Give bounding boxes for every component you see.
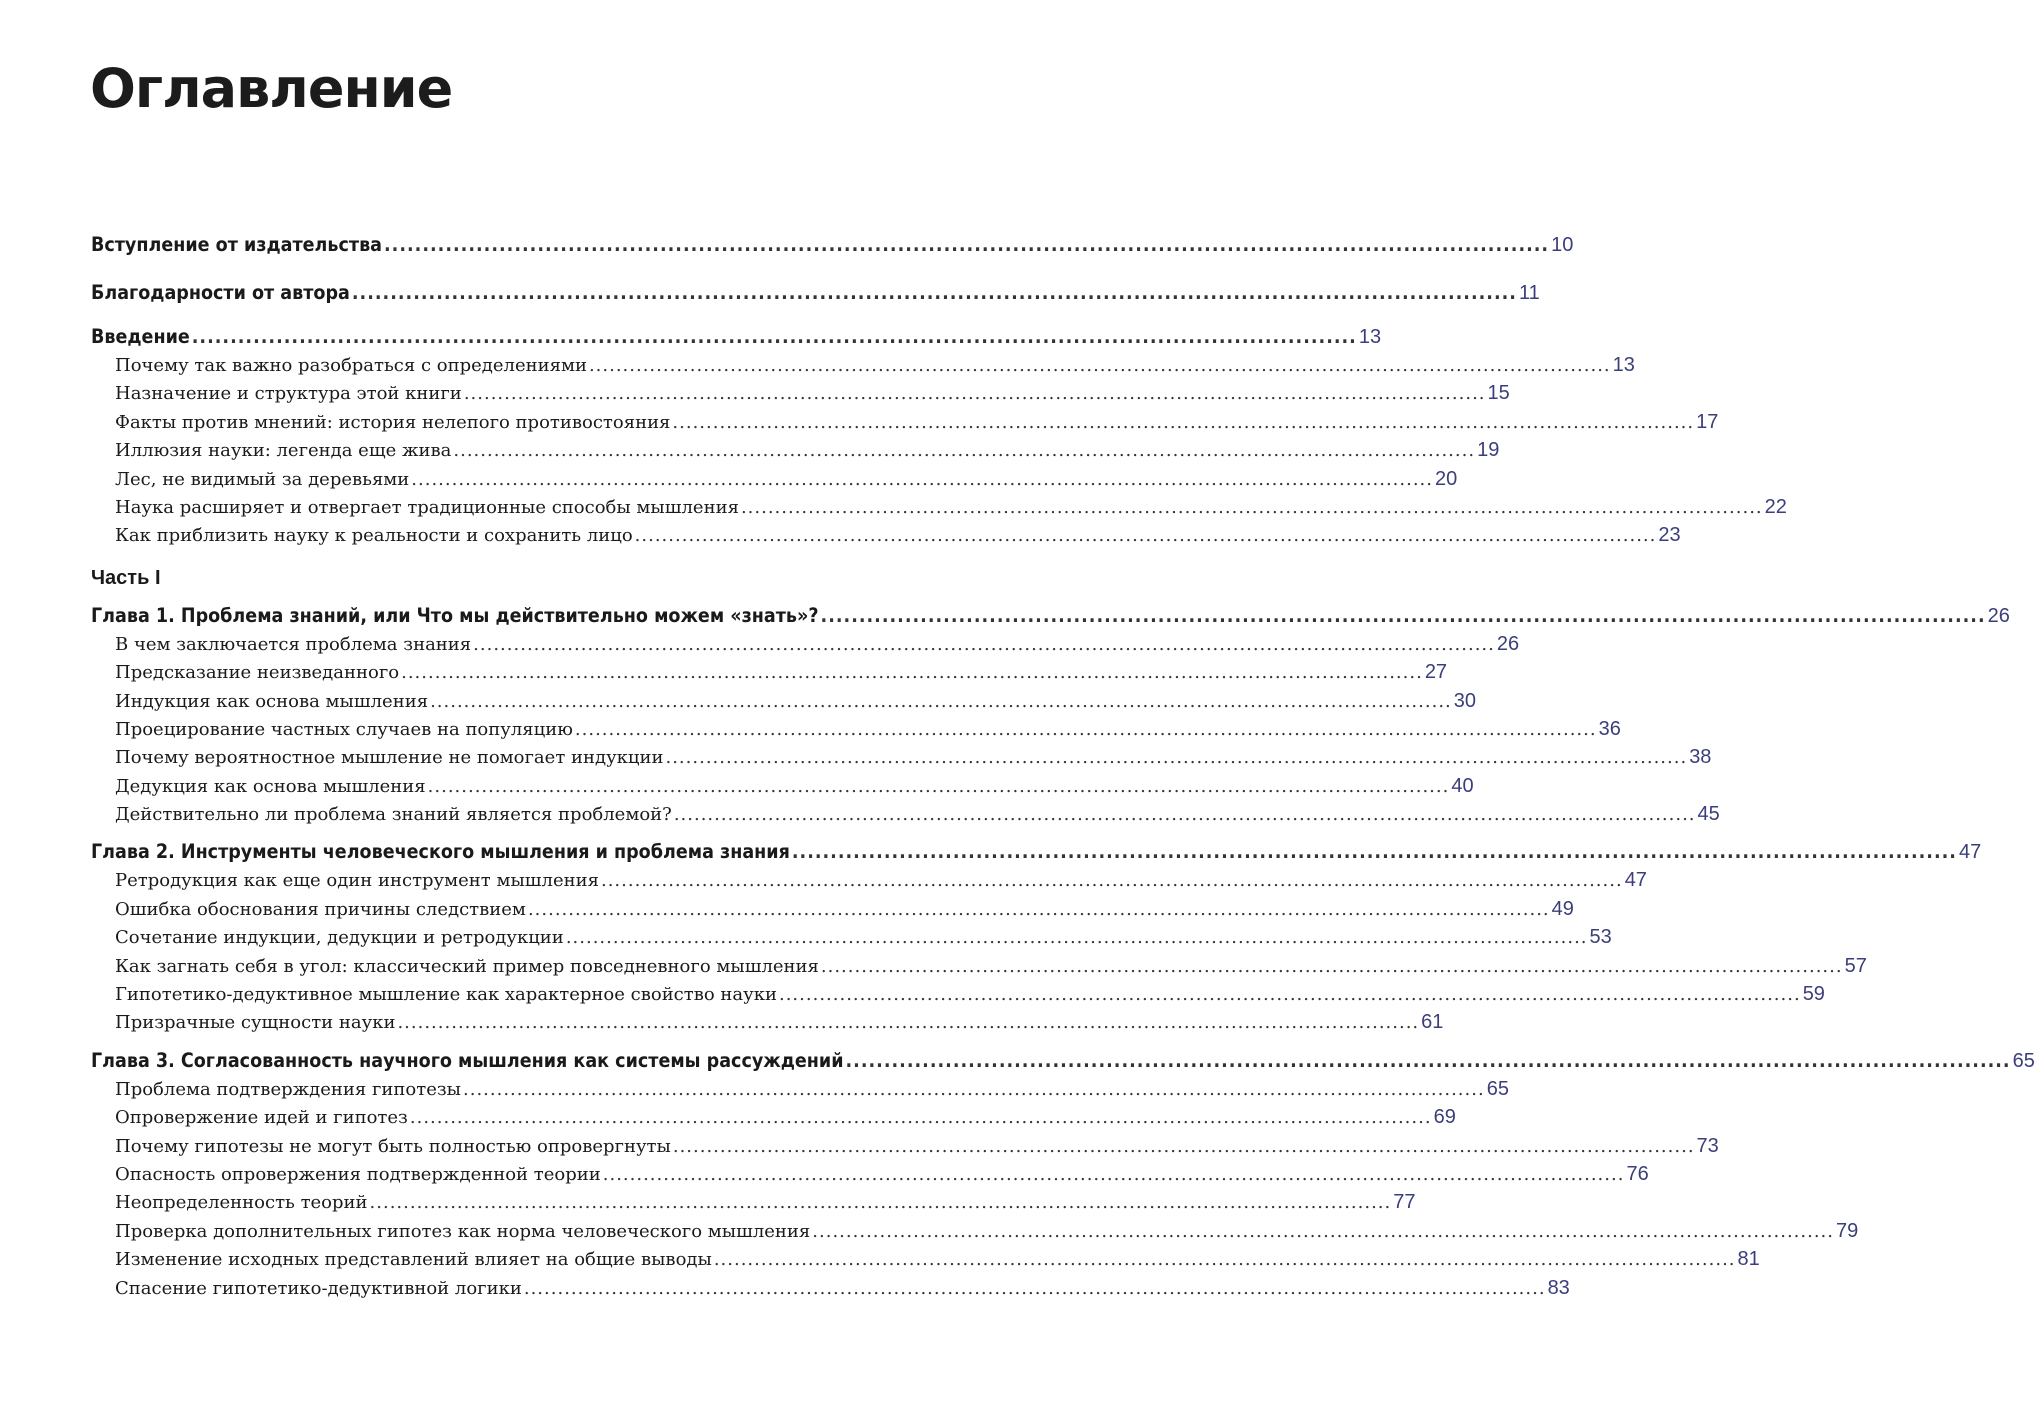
toc-subentry[interactable] [91,351,1635,379]
dot-leader: ........................................................................................................................................................ [369,1192,1392,1214]
toc-page-number: 26 [1987,604,2010,627]
toc-page-number: 45 [1697,803,1720,826]
toc-page-number: 57 [1844,954,1867,977]
dot-leader: ........................................................................................................................................................ [409,1107,1432,1129]
toc-subentry[interactable] [91,800,1720,828]
toc-subentry-title: Дедукция как основа мышления [115,775,426,797]
toc-page-number: 73 [1696,1134,1719,1157]
toc-page-number: 36 [1598,717,1621,740]
toc-subentry-title: Гипотетико-дедуктивное мышление как характерное свойство науки [115,984,777,1006]
toc-subentry-title: Проецирование частных случаев на популяцию [115,718,573,740]
toc-subentry-title: Ошибка обоснования причины следствием [115,898,526,920]
toc-subentry-title: Ретродукция как еще один инструмент мышления [115,870,599,892]
toc-page-number: 20 [1435,467,1458,490]
dot-leader: ........................................................................................................................................................ [791,840,1957,864]
dot-leader: ........................................................................................................................................................ [351,281,1517,304]
toc-entry-title: Глава 2. Инструменты человеческого мышления и проблема знания [91,840,790,864]
toc-page-number: 38 [1689,746,1712,769]
toc-page-number: 69 [1433,1106,1456,1129]
toc-page-number: 11 [1518,282,1540,304]
toc-subentry[interactable] [91,493,1787,521]
toc-page-number: 30 [1453,689,1477,712]
toc-entry-introduction[interactable] [91,323,1382,351]
toc-subentry[interactable] [91,1132,1719,1160]
toc-subentry-title: Спасение гипотетико-дедуктивной логики [115,1277,522,1299]
part-label: Часть I [91,566,161,589]
toc-subentry[interactable] [91,1075,1509,1103]
dot-leader: ........................................................................................................................................................ [397,1012,1420,1034]
page-title: Оглавление [90,57,453,120]
dot-leader: ........................................................................................................................................................ [665,747,1688,769]
dot-leader: ........................................................................................................................................................ [565,927,1588,949]
toc-subentry[interactable] [91,1103,1456,1131]
toc-page-number: 15 [1487,382,1510,405]
dot-leader: ........................................................................................................................................................ [673,804,1696,826]
toc-subentry-title: Проблема подтверждения гипотезы [115,1078,461,1100]
toc-page-number: 47 [1624,869,1647,892]
dot-leader: ........................................................................................................................................................ [191,325,1357,348]
toc-subentry[interactable] [91,866,1647,894]
dot-leader: ........................................................................................................................................................ [430,690,1452,712]
dot-leader: ........................................................................................................................................................ [523,1277,1546,1299]
toc-subentry-title: Неопределенность теорий [115,1192,368,1214]
toc-subentry[interactable] [91,1160,1649,1188]
toc-entry-title: Введение [91,325,190,348]
dot-leader: ........................................................................................................................................................ [453,440,1476,462]
toc-subentry-title: Как приблизить науку к реальности и сохранить лицо [115,525,633,547]
toc-subentry[interactable] [91,521,1681,549]
dot-leader: ........................................................................................................................................................ [473,633,1495,655]
toc-page-number: 49 [1551,897,1574,920]
toc-subentry-title: Предсказание неизведанного [115,662,400,684]
dot-leader: ........................................................................................................................................................ [602,1163,1625,1185]
toc-subentry-title: Иллюзия науки: легенда еще жива [115,440,452,462]
toc-subentry[interactable] [91,923,1612,951]
dot-leader: ........................................................................................................................................................ [634,525,1657,547]
toc-entry-title: Вступление от издательства [91,233,383,256]
dot-leader: ........................................................................................................................................................ [845,1048,2011,1072]
toc-subentry-title: В чем заключается проблема знания [115,633,472,655]
toc-page-number: 13 [1612,354,1635,376]
dot-leader: ........................................................................................................................................................ [384,233,1550,256]
toc-subentry-title: Сочетание индукции, дедукции и ретродукции [115,927,564,949]
toc-page-number: 59 [1802,983,1825,1006]
toc-page-number: 79 [1836,1219,1859,1242]
toc-subentry[interactable] [91,1274,1570,1302]
toc-page-number: 65 [1486,1077,1509,1100]
dot-leader: ........................................................................................................................................................ [401,662,1423,684]
toc-subentry-title: Почему гипотезы не могут быть полностью опровергнуты [115,1135,671,1157]
dot-leader: ........................................................................................................................................................ [574,718,1597,740]
toc-subentry-title: Опровержение идей и гипотез [115,1107,408,1129]
toc-subentry-title: Изменение исходных представлений влияет на общие выводы [115,1249,712,1271]
toc-subentry[interactable] [91,1188,1416,1216]
dot-leader: ........................................................................................................................................................ [740,496,1763,518]
toc-page-number: 77 [1393,1191,1416,1214]
toc-page-number: 40 [1451,774,1474,797]
toc-page-number: 53 [1589,926,1612,949]
toc-page-number: 65 [2012,1049,2035,1072]
dot-leader: ........................................................................................................................................................ [463,383,1486,405]
dot-leader: ........................................................................................................................................................ [713,1249,1736,1271]
dot-leader: ........................................................................................................................................................ [411,468,1433,490]
toc-subentry-title: Почему так важно разобраться с определениями [115,355,587,376]
toc-subentry[interactable] [91,658,1448,686]
toc-page-number: 27 [1424,661,1448,684]
toc-subentry[interactable] [91,1217,1859,1245]
dot-leader: ........................................................................................................................................................ [778,984,1801,1006]
toc-page-number: 19 [1477,439,1500,462]
dot-leader: ........................................................................................................................................................ [527,898,1550,920]
toc-entry-chapter-1[interactable] [91,602,2010,630]
toc-subentry[interactable] [91,772,1474,800]
dot-leader: ........................................................................................................................................................ [600,870,1623,892]
toc-subentry-title: Как загнать себя в угол: классический пример повседневного мышления [115,955,819,977]
toc-subentry[interactable] [91,952,1867,980]
toc-subentry-title: Действительно ли проблема знаний является проблемой? [115,804,672,826]
toc-subentry-title: Призрачные сущности науки [115,1012,396,1034]
toc-subentry[interactable] [91,1245,1760,1273]
toc-page-number: 26 [1496,632,1520,655]
dot-leader: ........................................................................................................................................................ [820,603,1986,627]
toc-subentry[interactable] [91,408,1719,436]
toc-subentry[interactable] [91,630,1520,658]
toc-subentry-title: Наука расширяет и отвергает традиционные способы мышления [115,496,739,518]
toc-subentry-title: Индукция как основа мышления [115,690,429,712]
toc-subentry-title: Факты против мнений: история нелепого противостояния [115,411,671,433]
dot-leader: ........................................................................................................................................................ [820,955,1843,977]
toc-page-number: 10 [1551,234,1574,256]
toc-subentry[interactable] [91,715,1621,743]
toc-page-number: 61 [1421,1011,1444,1034]
dot-leader: ........................................................................................................................................................ [588,355,1611,376]
toc-subentry-title: Проверка дополнительных гипотез как норма человеческого мышления [115,1220,811,1242]
toc-entry-title: Глава 1. Проблема знаний, или Что мы действительно можем «знать»? [91,603,819,627]
toc-subentry[interactable] [91,379,1510,407]
dot-leader: ........................................................................................................................................................ [427,775,1450,797]
toc-page-number: 23 [1658,524,1681,547]
toc-page-number: 76 [1626,1162,1649,1185]
toc-subentry[interactable] [91,687,1477,715]
toc-subentry-title: Опасность опровержения подтвержденной теории [115,1163,601,1185]
toc-subentry[interactable] [91,980,1825,1008]
dot-leader: ........................................................................................................................................................ [672,411,1695,433]
toc-entry-chapter-3[interactable] [91,1047,2035,1075]
dot-leader: ........................................................................................................................................................ [812,1220,1834,1242]
toc-page-number: 13 [1358,326,1382,348]
toc-subentry-title: Назначение и структура этой книги [115,383,462,405]
toc-subentry[interactable] [91,895,1574,923]
toc-entry-chapter-2[interactable] [91,838,1982,866]
toc-page-number: 47 [1958,841,1982,864]
toc-entry-title: Глава 3. Согласованность научного мышления как системы рассуждений [91,1048,844,1072]
dot-leader: ........................................................................................................................................................ [463,1078,1485,1100]
toc-entry-title: Благодарности от автора [91,281,350,304]
toc-subentry[interactable] [91,1008,1444,1036]
toc-page-number: 22 [1764,495,1787,518]
toc-subentry-title: Почему вероятностное мышление не помогает индукции [115,747,664,769]
toc-page-number: 83 [1547,1276,1570,1299]
toc-subentry[interactable] [91,436,1500,464]
toc-page-number: 81 [1737,1248,1760,1271]
dot-leader: ........................................................................................................................................................ [672,1135,1695,1157]
toc-subentry[interactable] [91,465,1458,493]
table-of-contents [91,231,2035,1302]
toc-entry-acknowledgements[interactable] [91,279,1540,307]
toc-entry-foreword[interactable] [91,231,1574,259]
toc-subentry[interactable] [91,743,1712,771]
toc-page-number: 17 [1696,410,1719,433]
toc-subentry-title: Лес, не видимый за деревьями [115,468,410,490]
